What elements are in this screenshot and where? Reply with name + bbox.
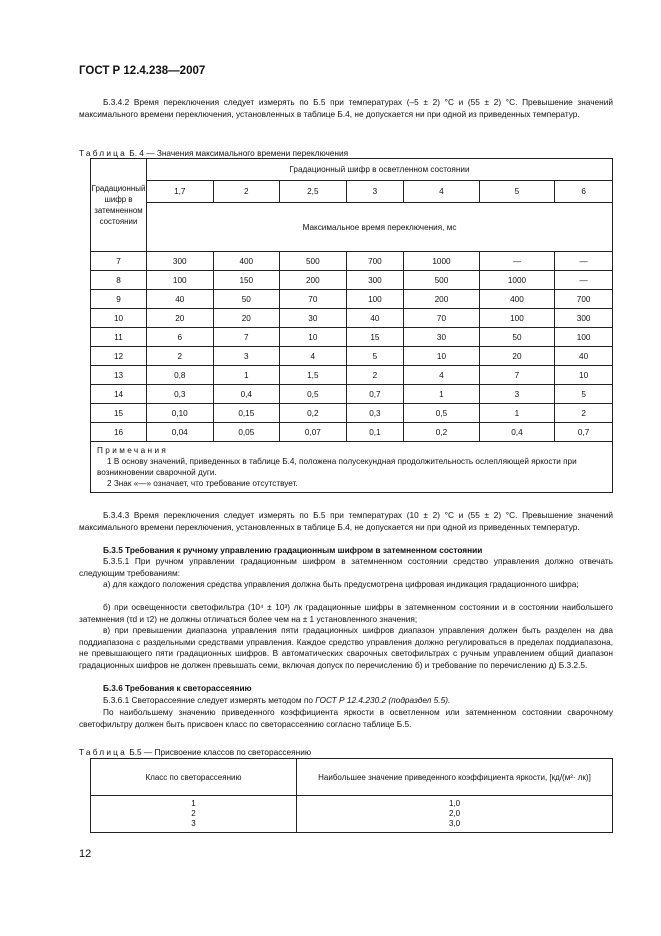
table4-cell: 7 bbox=[213, 328, 280, 347]
table4-cell: 200 bbox=[404, 290, 480, 309]
table4-cell: 500 bbox=[404, 271, 480, 290]
paragraph-item-v: в) при превышении диапазона управления пяти градационных шифров диапазон управления должен быть разделен на два поддиапазона с раздельными средствами управления. Каждое средство управления должно регулироваться в пределах поддиапазона, не превышающего пяти градационных шифров. В автоматических сварочных светофильтрах с ручным управлением общий диапазон градационных шифров не должен превышать семи, включая допуск по перечислению б) и требование по перечислению д) Б.3.2.5. bbox=[79, 625, 613, 670]
paragraph-b342: Б.3.4.2 Время переключения следует измерять по Б.5 при температурах (–5 ± 2) °C и (55 ± 2) °C. Превышение значений максимального времени переключения, установленных в таблице Б.4, не допускается ни при одной из приведенных температур. bbox=[79, 97, 613, 119]
table4-cell: 10 bbox=[404, 347, 480, 366]
table4-row-shade: 12 bbox=[91, 347, 147, 366]
table4-cell: 100 bbox=[479, 309, 555, 328]
table4-cell: 0,15 bbox=[213, 404, 280, 423]
paragraph-item-a: а) для каждого положения средства управления должна быть предусмотрена цифровая индикация градационного шифра; bbox=[103, 579, 579, 589]
table4-cell: 4 bbox=[404, 366, 480, 385]
table4-cell: 400 bbox=[479, 290, 555, 309]
table4-cell: 400 bbox=[213, 252, 280, 271]
table4-cell: 100 bbox=[346, 290, 404, 309]
paragraph-b343: Б.3.4.3 Время переключения следует измерять по Б.5 при температурах (10 ± 2) °C и (55 ± 2) °C. Превышение значений максимального времени переключения, установленных в таблице Б.4, не допускается ни при одной из приведенных температур. bbox=[79, 510, 613, 532]
table4-caption-label: Таблица bbox=[79, 148, 127, 158]
table4-cell: 30 bbox=[280, 309, 347, 328]
table-row bbox=[91, 404, 613, 423]
table4-cell: — bbox=[555, 252, 613, 271]
table4-cell: 0,8 bbox=[147, 366, 214, 385]
table4-shade-col: 2 bbox=[213, 181, 280, 203]
table4-col0-header: Градационный шифр в затемненном состоянии bbox=[91, 159, 147, 252]
table4-row-shade: 9 bbox=[91, 290, 147, 309]
table4-cell: 15 bbox=[346, 328, 404, 347]
table4-row-shade: 11 bbox=[91, 328, 147, 347]
table4-cell: 200 bbox=[280, 271, 347, 290]
table5-caption-label: Таблица bbox=[79, 747, 127, 757]
table4-cell: 70 bbox=[280, 290, 347, 309]
table4-note-2: 2 Знак «—» означает, что требование отсутствует. bbox=[107, 479, 298, 488]
table4-cell: 0,05 bbox=[213, 423, 280, 442]
table4-caption-text: Б. 4 — Значения максимального времени переключения bbox=[129, 148, 349, 158]
table4-cell: 0,4 bbox=[479, 423, 555, 442]
heading-b35: Б.3.5 Требования к ручному управлению градационным шифром в затемненном состоянии bbox=[103, 545, 483, 555]
table4-row-shade: 13 bbox=[91, 366, 147, 385]
table4-body bbox=[91, 252, 613, 442]
paragraph-b361 bbox=[79, 695, 613, 707]
table4-cell: 0,5 bbox=[280, 385, 347, 404]
table-row bbox=[91, 290, 613, 309]
table4-cell: 0,1 bbox=[346, 423, 404, 442]
table4-cell: 5 bbox=[555, 385, 613, 404]
table4-cell: 0,3 bbox=[147, 385, 214, 404]
table4-cell: 4 bbox=[280, 347, 347, 366]
page-number: 12 bbox=[79, 848, 92, 860]
table5-values-cell bbox=[297, 796, 613, 833]
table4-cell: 100 bbox=[147, 271, 214, 290]
table4-cell: 1 bbox=[404, 385, 480, 404]
table4-cell: 2 bbox=[346, 366, 404, 385]
table4-cell: 300 bbox=[346, 271, 404, 290]
table5-col1-header: Класс по светорассеянию bbox=[91, 759, 297, 796]
table4-cell: 6 bbox=[147, 328, 214, 347]
table4-shade-col: 6 bbox=[555, 181, 613, 203]
paragraph-item-b: б) при освещенности светофильтра (10⁴ ± 10³) лк градационные шифры в затемненном состоянии и в состоянии наибольшего затемнения (τd и τ2) не должны отличаться более чем на ± 1 установленного значения; bbox=[79, 602, 613, 624]
table4-cell: 0,5 bbox=[404, 404, 480, 423]
table4-cell: 2 bbox=[555, 404, 613, 423]
table5-class: 3 bbox=[191, 819, 196, 828]
table-b4 bbox=[90, 158, 613, 493]
table4-cell: — bbox=[479, 252, 555, 271]
table4-row-shade: 15 bbox=[91, 404, 147, 423]
table5-class: 2 bbox=[191, 809, 196, 818]
table4-cell: 700 bbox=[555, 290, 613, 309]
table4-cell: 7 bbox=[479, 366, 555, 385]
table5-col2-header: Наибольшее значение приведенного коэффициента яркости, [кд/(м²· лк)] bbox=[297, 759, 613, 796]
table4-cell: 70 bbox=[404, 309, 480, 328]
table4-cell: 20 bbox=[213, 309, 280, 328]
table5-value: 1,0 bbox=[448, 799, 461, 808]
table-row bbox=[91, 328, 613, 347]
table4-shade-col: 2,5 bbox=[280, 181, 347, 203]
table4-cell: 0,07 bbox=[280, 423, 347, 442]
table5-caption bbox=[79, 747, 311, 757]
table4-cell: 3 bbox=[213, 347, 280, 366]
table4-cell: 40 bbox=[147, 290, 214, 309]
table-row bbox=[91, 347, 613, 366]
table4-cell: 1000 bbox=[479, 271, 555, 290]
table4-note-1: 1 В основу значений, приведенных в таблице Б.4, положена полусекундная продолжительность ослепляющей яркости при возникновении сварочной дуги. bbox=[97, 457, 577, 477]
gost-reference: ГОСТ Р 12.4.230.2 (подраздел 5.5). bbox=[315, 695, 451, 705]
table-row bbox=[91, 252, 613, 271]
table4-shade-col: 3 bbox=[346, 181, 404, 203]
table4-cell: 10 bbox=[280, 328, 347, 347]
table4-shade-col: 1,7 bbox=[147, 181, 214, 203]
table4-cell: 10 bbox=[555, 366, 613, 385]
document-header: ГОСТ Р 12.4.238—2007 bbox=[79, 65, 206, 77]
table4-notes-heading: Примечания bbox=[97, 446, 169, 455]
table4-cell: 20 bbox=[479, 347, 555, 366]
paragraph-b361b: По наибольшему значению приведенного коэффициента яркости в осветленном или затемненном состоянии сварочному светофильтру должен быть присвоен класс по светорассеянию согласно таблице Б.5. bbox=[79, 707, 613, 729]
table4-cell: — bbox=[555, 271, 613, 290]
table5-value: 2,0 bbox=[448, 809, 461, 818]
table4-cell: 20 bbox=[147, 309, 214, 328]
table4-cell: 2 bbox=[147, 347, 214, 366]
table4-cell: 150 bbox=[213, 271, 280, 290]
table4-caption bbox=[79, 148, 348, 158]
table4-cell: 300 bbox=[555, 309, 613, 328]
table4-cell: 300 bbox=[147, 252, 214, 271]
table4-sub-header: Максимальное время переключения, мс bbox=[147, 203, 613, 252]
table5-class: 1 bbox=[191, 799, 196, 808]
table4-shade-col: 5 bbox=[479, 181, 555, 203]
table4-cell: 1000 bbox=[404, 252, 480, 271]
table4-cell: 500 bbox=[280, 252, 347, 271]
table4-cell: 1,5 bbox=[280, 366, 347, 385]
table4-group-header: Градационный шифр в осветленном состоянии bbox=[147, 159, 613, 181]
table4-row-shade: 16 bbox=[91, 423, 147, 442]
table4-cell: 0,3 bbox=[346, 404, 404, 423]
table4-cell: 0,2 bbox=[280, 404, 347, 423]
table4-shade-row bbox=[91, 181, 613, 203]
table4-cell: 0,7 bbox=[346, 385, 404, 404]
table4-row-shade: 7 bbox=[91, 252, 147, 271]
table4-cell: 5 bbox=[346, 347, 404, 366]
table5-caption-text: Б.5 — Присвоение классов по светорассеянию bbox=[129, 747, 312, 757]
table4-cell: 1 bbox=[213, 366, 280, 385]
table4-shade-col: 4 bbox=[404, 181, 480, 203]
table4-cell: 0,10 bbox=[147, 404, 214, 423]
paragraph-b351: Б.3.5.1 При ручном управлении градационным шифром в затемненном состоянии средство управления должно отвечать следующим требованиям: bbox=[79, 556, 613, 578]
table-row bbox=[91, 385, 613, 404]
table4-notes bbox=[91, 442, 613, 493]
table-row bbox=[91, 366, 613, 385]
table5-classes-cell bbox=[91, 796, 297, 833]
table-row bbox=[91, 423, 613, 442]
table4-row-shade: 8 bbox=[91, 271, 147, 290]
table4-cell: 0,04 bbox=[147, 423, 214, 442]
table4-cell: 40 bbox=[346, 309, 404, 328]
paragraph-b361-text: Б.3.6.1 Светорассеяние следует измерять методом по bbox=[103, 695, 316, 705]
table-row bbox=[91, 271, 613, 290]
table4-cell: 0,7 bbox=[555, 423, 613, 442]
table4-cell: 1 bbox=[479, 404, 555, 423]
table4-cell: 30 bbox=[404, 328, 480, 347]
table-row bbox=[91, 309, 613, 328]
table4-cell: 40 bbox=[555, 347, 613, 366]
table4-cell: 0,4 bbox=[213, 385, 280, 404]
table4-row-shade: 10 bbox=[91, 309, 147, 328]
table4-cell: 100 bbox=[555, 328, 613, 347]
table4-cell: 700 bbox=[346, 252, 404, 271]
table4-cell: 3 bbox=[479, 385, 555, 404]
table4-row-shade: 14 bbox=[91, 385, 147, 404]
table4-cell: 0,2 bbox=[404, 423, 480, 442]
table-b5 bbox=[90, 758, 613, 833]
table4-cell: 50 bbox=[213, 290, 280, 309]
heading-b36: Б.3.6 Требования к светорассеянию bbox=[103, 683, 252, 693]
table4-cell: 50 bbox=[479, 328, 555, 347]
table5-value: 3,0 bbox=[448, 819, 461, 828]
